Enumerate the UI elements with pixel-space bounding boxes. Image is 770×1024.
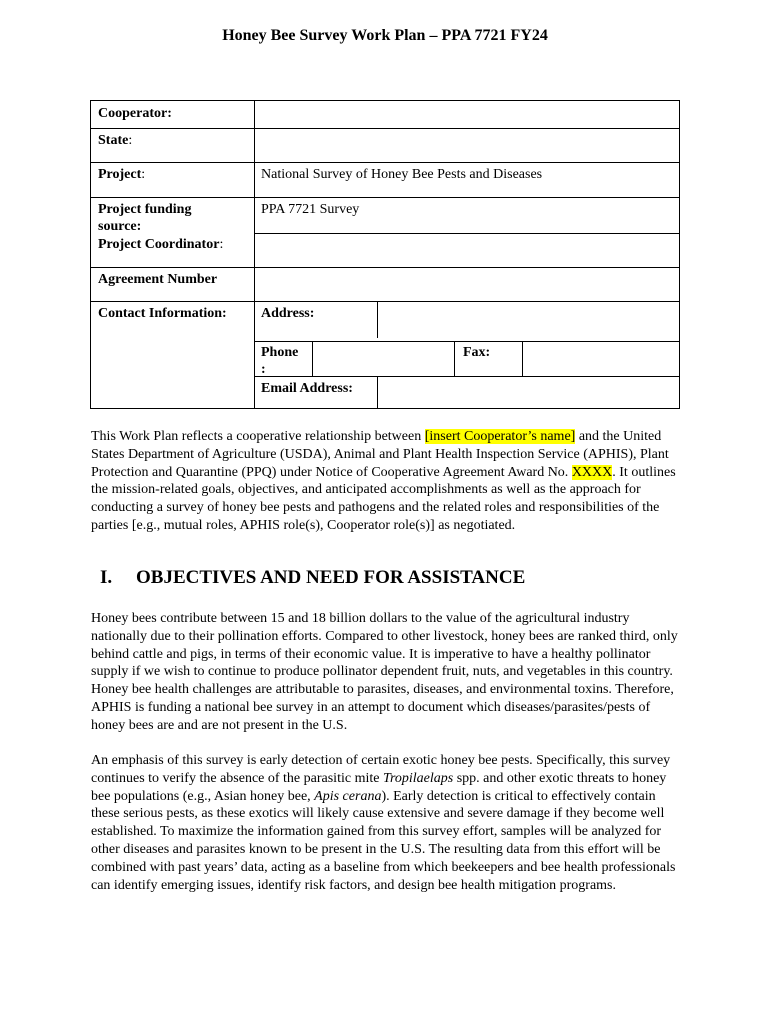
agreement-label: Agreement Number xyxy=(98,272,218,287)
section-heading xyxy=(100,567,525,589)
intro-text-2: and the United States Department of Agriculture (USDA), Animal and Plant Health Inspection Service (APHIS), Plant Protection and Quarantine (PPQ) under Notice of Cooperative Agreement Award No. xyxy=(91,429,669,480)
project-label: Project xyxy=(98,167,142,182)
coordinator-label: Project Coordinator xyxy=(98,237,220,252)
phone-label-line1: Phone xyxy=(261,345,299,360)
state-label-wrap xyxy=(98,132,132,149)
section-title: OBJECTIVES AND NEED FOR ASSISTANCE xyxy=(136,567,526,588)
address-label: Address: xyxy=(261,306,315,321)
section-number: I. xyxy=(100,567,113,588)
project-colon: : xyxy=(141,167,146,182)
para2-text-1: An emphasis of this survey is early detection of certain exotic honey bee pests. Specifically, this survey continues to verify the absence of the parasitic mite xyxy=(91,753,671,786)
funding-label-line1: Project funding xyxy=(98,202,192,217)
email-label: Email Address: xyxy=(261,381,353,396)
funding-label-line2: source: xyxy=(98,219,142,234)
cooperator-label: Cooperator: xyxy=(98,106,172,121)
objectives-paragraph-1: Honey bees contribute between 15 and 18 billion dollars to the value of the agricultural industry nationally due to their pollination efforts. Compared to other livestock, honey bees are ranked third, only behind cattle and pigs, in terms of their economic value. It is imperative to have a healthy pollinator supply if we wish to continue to produce pollinator dependent fruit, nuts, and vegetables in this country. Honey bee health challenges are attributable to parasites, diseases, and environmental toxins. Therefore, APHIS is funding a national bee survey in an attempt to document which diseases/parasites/pests of honey bees are and are not present in the U.S. xyxy=(91,611,678,733)
apis-cerana-term: Apis cerana xyxy=(314,788,382,804)
phone-label-line2: : xyxy=(261,362,266,377)
document-title: Honey Bee Survey Work Plan – PPA 7721 FY24 xyxy=(222,27,548,44)
project-value: National Survey of Honey Bee Pests and Diseases xyxy=(261,167,543,182)
coordinator-label-wrap xyxy=(98,236,223,253)
state-colon: : xyxy=(128,133,133,148)
cooperator-name-placeholder: [insert Cooperator’s name] xyxy=(424,429,576,444)
objectives-paragraph-2 xyxy=(91,752,687,894)
intro-paragraph xyxy=(91,428,687,535)
intro-text-3: . It outlines the mission-related goals, objectives, and anticipated accomplishments as well as the approach for conducting a survey of honey bee pests and pathogens and the related roles and responsibilities of the parties [e.g., mutual roles, APHIS role(s), Cooperator role(s)] as negotiated. xyxy=(91,464,676,533)
para2-text-2: spp. and other exotic threats to honey bee populations (e.g., Asian honey bee, xyxy=(91,770,667,804)
tropilaelaps-term: Tropilaelaps xyxy=(382,770,454,786)
project-label-wrap xyxy=(98,166,145,183)
cooperator-info-table xyxy=(90,100,680,409)
coordinator-colon: : xyxy=(219,237,224,252)
funding-value: PPA 7721 Survey xyxy=(261,202,360,217)
award-number-placeholder: XXXX xyxy=(571,464,613,480)
contact-label: Contact Information: xyxy=(98,306,227,321)
state-label: State xyxy=(98,133,129,148)
fax-label: Fax: xyxy=(463,345,491,360)
intro-text-1: This Work Plan reflects a cooperative relationship between xyxy=(91,429,425,444)
para2-text-3: ). Early detection is critical to effectively contain these serious pests, as these exotics will likely cause extensive and severe damage if they become well established. To maximize the information gained from this survey effort, samples will be analyzed for other diseases and parasites known to be present in the U.S. The resulting data from this effort will be combined with past years’ data, acting as a baseline from which beekeepers and bee health professionals can identify emerging issues, identify risk factors, and design bee health mitigation programs. xyxy=(91,788,676,893)
